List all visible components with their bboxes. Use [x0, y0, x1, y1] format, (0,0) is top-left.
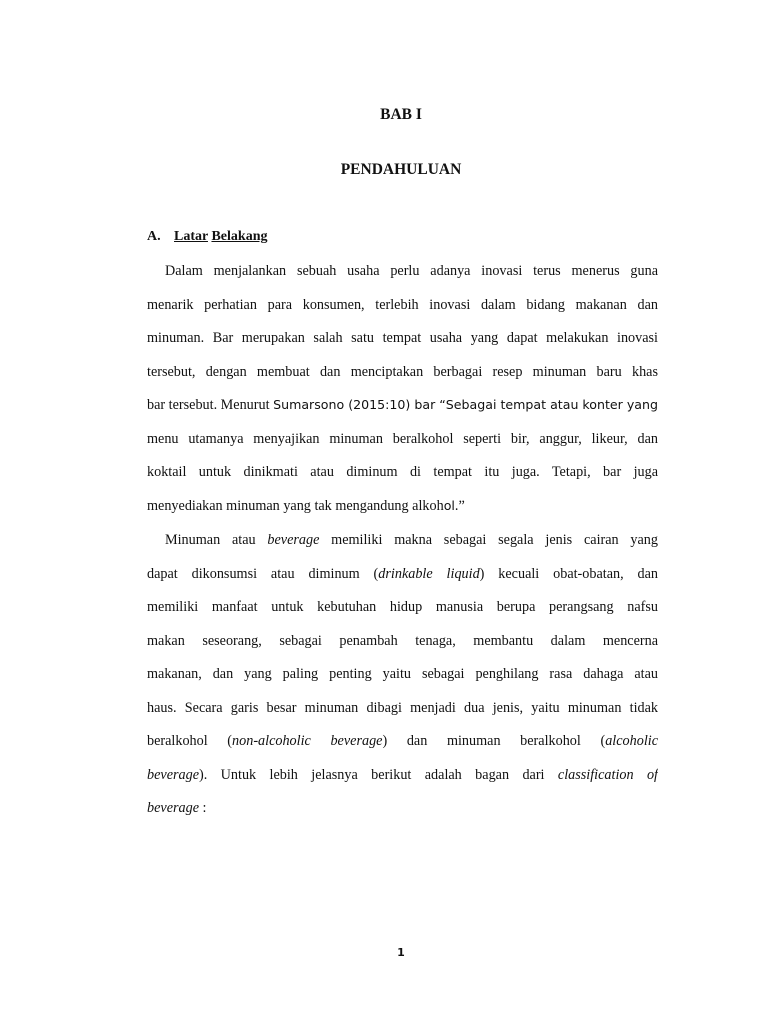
text-run: ). Untuk lebih jelasnya berikut adalah bagan dari [199, 766, 558, 783]
paragraph-line [147, 388, 658, 422]
paragraph-line: memiliki manfaat untuk kebutuhan hidup manusia berupa perangsang nafsu [147, 599, 658, 616]
paragraph-line: makanan, dan yang paling penting yaitu sebagai penghilang rasa dahaga atau [147, 666, 658, 683]
paragraph-line: tersebut, dengan membuat dan menciptakan berbagai resep minuman baru khas [147, 363, 658, 380]
italic-term: alcoholic [605, 733, 658, 750]
chapter-title: PENDAHULUAN [340, 161, 462, 178]
paragraph-2 [147, 523, 658, 825]
text-run: bar tersebut. Menurut [147, 397, 274, 414]
text-run: ol [443, 497, 455, 513]
text-run: memiliki makna sebagai segala jenis cairan yang [319, 532, 658, 548]
section-heading [147, 229, 267, 245]
text-run: beralkohol ( [147, 733, 233, 750]
text-run: .” [454, 497, 465, 514]
section-number: A. [147, 229, 161, 244]
text-run: ) dan minuman beralkohol ( [382, 733, 606, 750]
paragraph-line: haus. Secara garis besar minuman dibagi menjadi dua jenis, yaitu minuman tidak [147, 699, 658, 716]
paragraph-line [147, 557, 658, 591]
paragraph-1 [147, 254, 658, 522]
chapter-number: BAB I [380, 106, 422, 123]
paragraph-line: makan seseorang, sebagai penambah tenaga, membantu dalam mencerna [147, 632, 658, 649]
paragraph-line [147, 724, 658, 758]
paragraph-line [147, 523, 658, 557]
text-run: Minuman atau [165, 532, 268, 548]
citation-text: Sumarsono (2015:10) [273, 397, 411, 413]
quote-text: Sebagai tempat atau konter yang [445, 397, 658, 413]
paragraph-line: menu utamanya menyajikan minuman beralkohol seperti bir, anggur, likeur, dan [147, 430, 658, 447]
italic-term: beverage [267, 532, 320, 548]
text-run: : [199, 800, 207, 817]
page-number: 1 [397, 946, 405, 959]
italic-term: beverage [147, 800, 199, 817]
italic-term: non-alcoholic beverage [232, 733, 383, 750]
paragraph-line [147, 489, 658, 523]
text-run: ) kecuali obat-obatan, dan [479, 565, 658, 582]
paragraph-line: koktail untuk dinikmati atau diminum di tempat itu juga. Tetapi, bar juga [147, 464, 658, 481]
paragraph-line: menarik perhatian para konsumen, terlebih inovasi dalam bidang makanan dan [147, 296, 658, 313]
section-title-word-2: Belakang [211, 229, 268, 244]
text-run: dapat dikonsumsi atau diminum ( [147, 565, 379, 582]
text-run: bar “ [410, 397, 446, 413]
paragraph-line: minuman. Bar merupakan salah satu tempat usaha yang dapat melakukan inovasi [147, 330, 658, 347]
paragraph-line [147, 758, 658, 792]
paragraph-line: Dalam menjalankan sebuah usaha perlu adanya inovasi terus menerus guna [165, 263, 658, 279]
section-title-word-1: Latar [174, 229, 208, 244]
text-run: menyediakan minuman yang tak mengandung alkoh [147, 497, 444, 514]
paragraph-line [147, 791, 658, 825]
italic-term: classification of [557, 766, 658, 783]
italic-term: beverage [147, 766, 199, 783]
italic-term: drinkable liquid [378, 565, 480, 582]
